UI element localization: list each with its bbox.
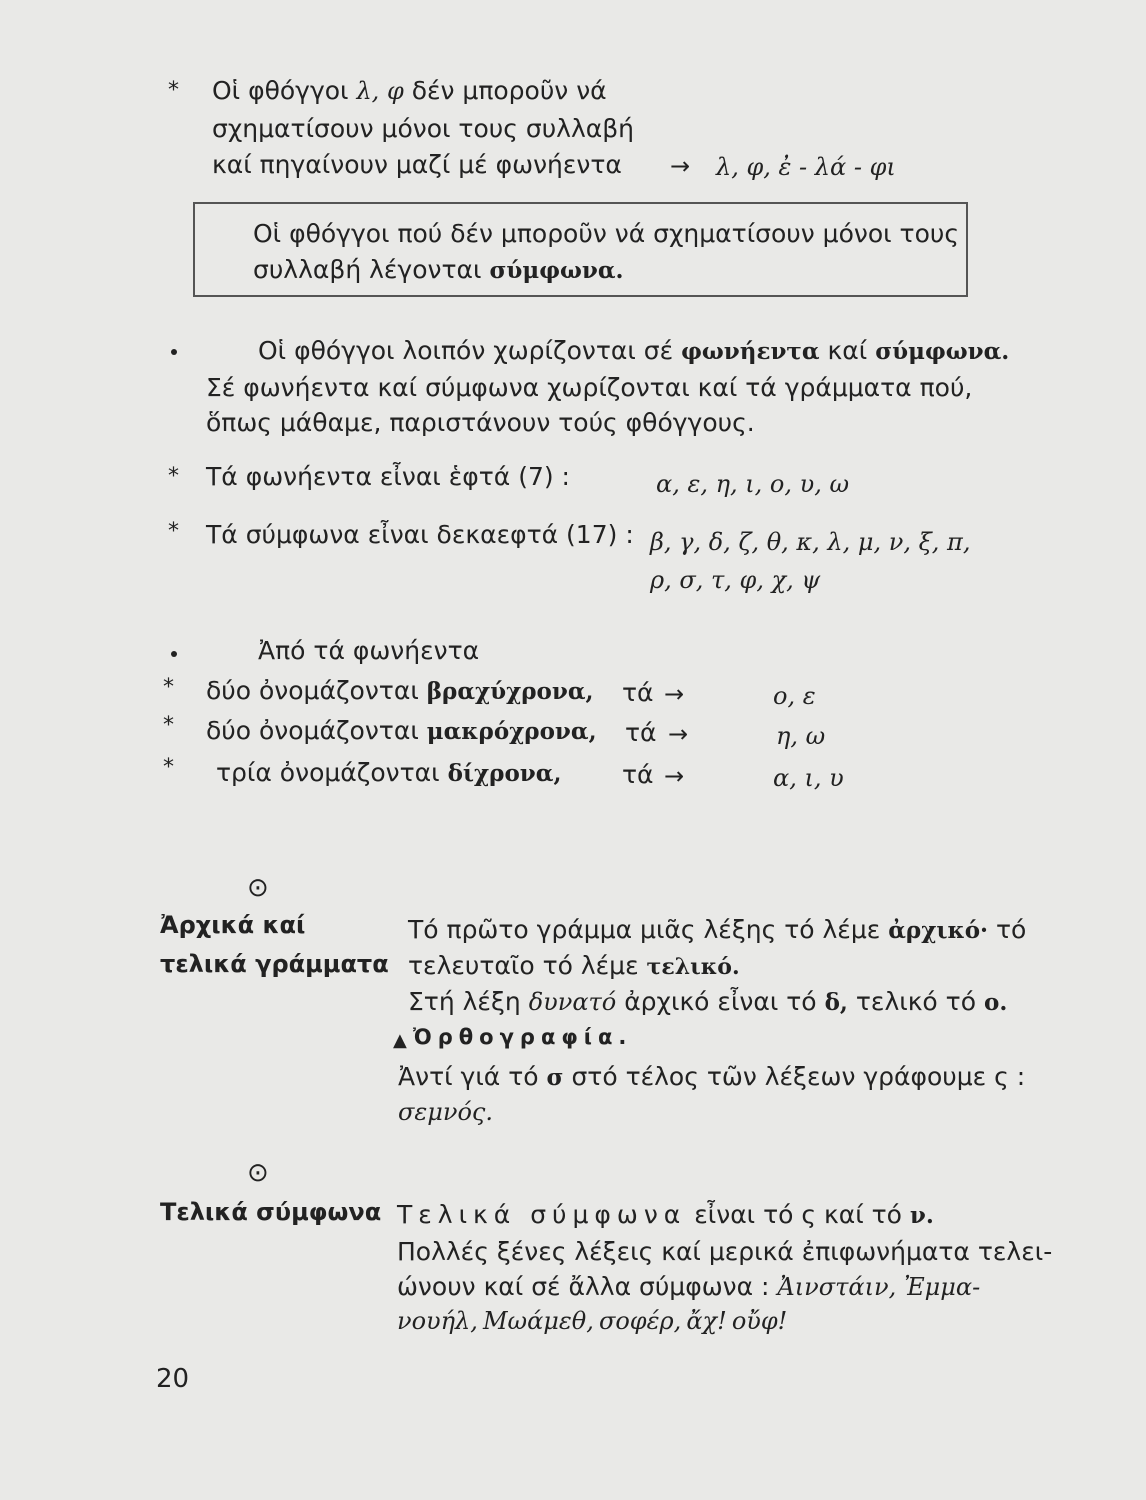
section-circle-icon: ⊙ bbox=[247, 873, 269, 903]
vowel-type-row: δύο ὀνομάζονται μακρόχρονα, bbox=[206, 716, 597, 745]
page-number: 20 bbox=[156, 1364, 190, 1394]
triangle-icon: ▲ bbox=[393, 1030, 407, 1051]
bullet-star: * bbox=[168, 519, 179, 544]
vowels-label: Τά φωνήεντα εἶναι ἑφτά (7) : bbox=[206, 462, 570, 491]
section-circle-icon: ⊙ bbox=[247, 1158, 269, 1188]
intro-line-1: Οἱ φθόγγοι λ, φ δέν μποροῦν νά bbox=[212, 76, 607, 105]
bullet-star: * bbox=[163, 675, 174, 700]
vowel-type-ta: τά bbox=[622, 760, 654, 789]
vowel-type-row: δύο ὀνομάζονται βραχύχρονα, bbox=[206, 676, 594, 705]
side-heading-final-letters: τελικά γράμματα bbox=[160, 950, 389, 978]
arrow-icon: → bbox=[668, 720, 689, 748]
bullet-star: * bbox=[163, 755, 174, 780]
vowel-type-row: τρία ὀνομάζονται δίχρονα, bbox=[216, 758, 562, 787]
bullet-dot bbox=[171, 349, 177, 355]
orthography-title: Ὀρθογραφία. bbox=[413, 1025, 633, 1049]
consonants-label: Τά σύμφωνα εἶναι δεκαεφτά (17) : bbox=[206, 520, 634, 549]
arrow-icon: → bbox=[664, 762, 685, 790]
initial-line-2: τελευταῖο τό λέμε τελικό. bbox=[408, 951, 740, 980]
consonants-letters-1: β, γ, δ, ζ, θ, κ, λ, μ, ν, ξ, π, bbox=[650, 528, 971, 556]
vowels-letters: α, ε, η, ι, ο, υ, ω bbox=[656, 470, 850, 498]
arrow-icon: → bbox=[670, 152, 691, 180]
initial-line-3: Στή λέξη δυνατό ἀρχικό εἶναι τό δ, τελικό τό ο. bbox=[408, 987, 1008, 1016]
final-line-2: Πολλές ξένες λέξεις καί μερικά ἐπιφωνήματα τελει- bbox=[397, 1237, 1053, 1266]
vowel-type-ta: τά bbox=[622, 678, 654, 707]
vowel-type-ta: τά bbox=[625, 718, 657, 747]
definition-line-2: συλλαβή λέγονται σύμφωνα. bbox=[253, 255, 624, 284]
orthography-example: σεμνός. bbox=[398, 1098, 493, 1126]
division-line-2: Σέ φωνήεντα καί σύμφωνα χωρίζονται καί τά γράμματα πού, bbox=[206, 373, 973, 402]
division-line-3: ὅπως μάθαμε, παριστάνουν τούς φθόγγους. bbox=[206, 408, 755, 437]
bullet-star: * bbox=[168, 78, 179, 103]
example-letters: λ, φ, ἐ - λά - φι bbox=[716, 153, 896, 181]
side-heading-final-consonants: Τελικά σύμφωνα bbox=[160, 1198, 382, 1226]
final-line-1: Τελικά σύμφωνα εἶναι τό ς καί τό ν. bbox=[397, 1200, 934, 1229]
vowel-type-letters: α, ι, υ bbox=[773, 764, 844, 792]
intro-line-3: καί πηγαίνουν μαζί μέ φωνήεντα bbox=[212, 150, 622, 179]
arrow-icon: → bbox=[664, 680, 685, 708]
definition-line-1: Οἱ φθόγγοι πού δέν μποροῦν νά σχηματίσουν μόνοι τους bbox=[253, 219, 960, 248]
intro-line-2: σχηματίσουν μόνοι τους συλλαβή bbox=[212, 114, 635, 143]
division-line-1: Οἱ φθόγγοι λοιπόν χωρίζονται σέ φωνήεντα καί σύμφωνα. bbox=[258, 336, 1010, 365]
final-line-4: νουήλ, Μωάμεθ, σοφέρ, ἄχ! οὔφ! bbox=[397, 1307, 788, 1335]
side-heading-initial: Ἀρχικά καί bbox=[160, 911, 306, 939]
vowel-type-letters: ο, ε bbox=[773, 682, 816, 710]
consonants-letters-2: ρ, σ, τ, φ, χ, ψ bbox=[650, 566, 821, 594]
bullet-dot bbox=[171, 651, 177, 657]
orthography-line-1: Ἀντί γιά τό σ στό τέλος τῶν λέξεων γράφουμε ς : bbox=[398, 1062, 1026, 1091]
vowel-types-intro: Ἀπό τά φωνήεντα bbox=[258, 636, 480, 665]
bullet-star: * bbox=[168, 464, 179, 489]
initial-line-1: Τό πρῶτο γράμμα μιᾶς λέξης τό λέμε ἀρχικό· τό bbox=[408, 915, 1027, 944]
final-line-3: ώνουν καί σέ ἄλλα σύμφωνα : Ἀινστάιν, Ἐμμα- bbox=[397, 1272, 981, 1301]
vowel-type-letters: η, ω bbox=[776, 722, 826, 750]
bullet-star: * bbox=[163, 713, 174, 738]
